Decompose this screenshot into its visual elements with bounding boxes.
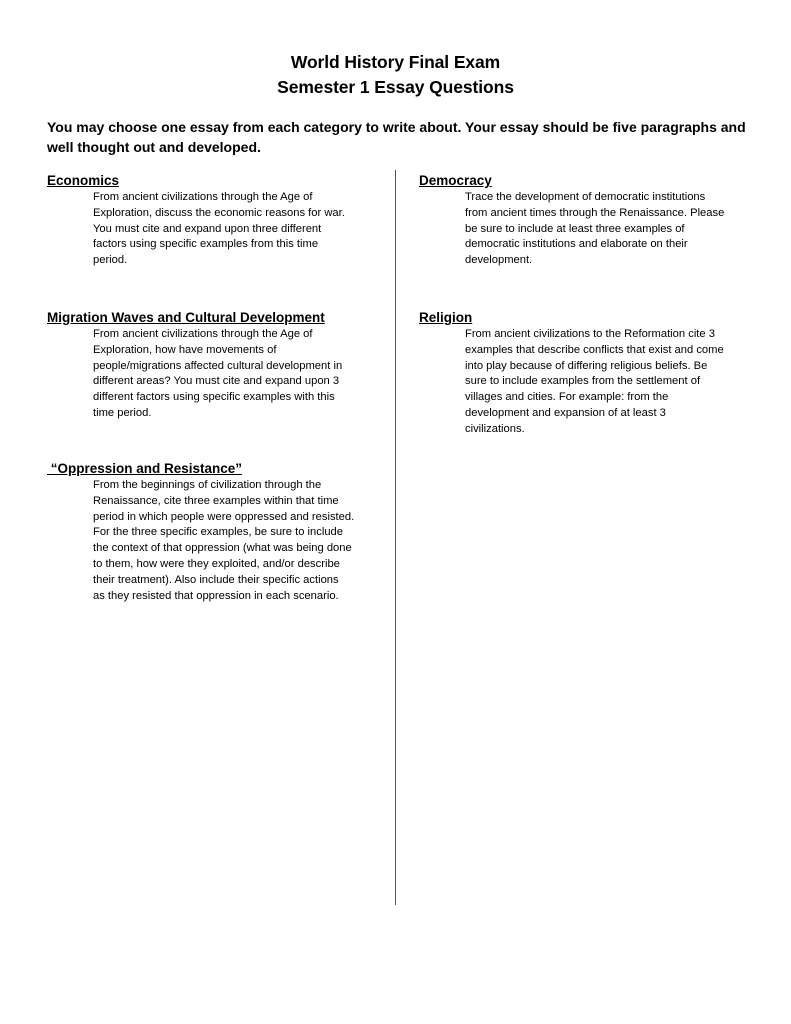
instructions-text: You may choose one essay from each category to write about. Your essay should be five paragraphs and well thought out and developed. bbox=[47, 119, 746, 155]
section-democracy bbox=[419, 172, 724, 269]
section-oppression bbox=[47, 460, 354, 604]
document-subtitle: Semester 1 Essay Questions bbox=[277, 77, 514, 97]
section-body: From the beginnings of civilization through the Renaissance, cite three examples within that time period in which people were oppressed and resisted. For the three specific examples, be sure to include the context of that oppression (what was being done to them, how were they exploited, and/or describe their treatment). Also include their specific actions as they resisted that oppression in each scenario. bbox=[93, 479, 355, 602]
section-heading: Economics bbox=[47, 173, 120, 188]
column-divider bbox=[395, 170, 396, 905]
section-heading: Migration Waves and Cultural Development bbox=[47, 310, 325, 325]
section-body: Trace the development of democratic institutions from ancient times through the Renaissance. Please be sure to include at least three examples of democratic institutions and elaborate on their development. bbox=[465, 191, 725, 267]
section-body: From ancient civilizations through the Age of Exploration, how have movements of people/migrations affected cultural development in different areas? You must cite and expand upon 3 different factors using specific examples with this time period. bbox=[93, 328, 343, 419]
section-heading: “Oppression and Resistance” bbox=[47, 461, 243, 476]
section-body: From ancient civilizations through the Age of Exploration, discuss the economic reasons for war. You must cite and expand upon three different factors using specific examples from this time period. bbox=[93, 191, 345, 267]
section-heading: Religion bbox=[419, 310, 473, 325]
document-title: World History Final Exam bbox=[290, 52, 501, 72]
section-heading: Democracy bbox=[419, 173, 492, 188]
section-religion bbox=[419, 309, 724, 438]
section-migration bbox=[47, 309, 342, 422]
document-header bbox=[0, 50, 791, 100]
section-body: From ancient civilizations to the Reformation cite 3 examples that describe conflicts that exist and come into play because of differing religious beliefs. Be sure to include examples from the settlement of villages and cities. For example: from the development and expansion of at least 3 civilizations. bbox=[465, 328, 724, 435]
section-economics bbox=[47, 172, 345, 269]
